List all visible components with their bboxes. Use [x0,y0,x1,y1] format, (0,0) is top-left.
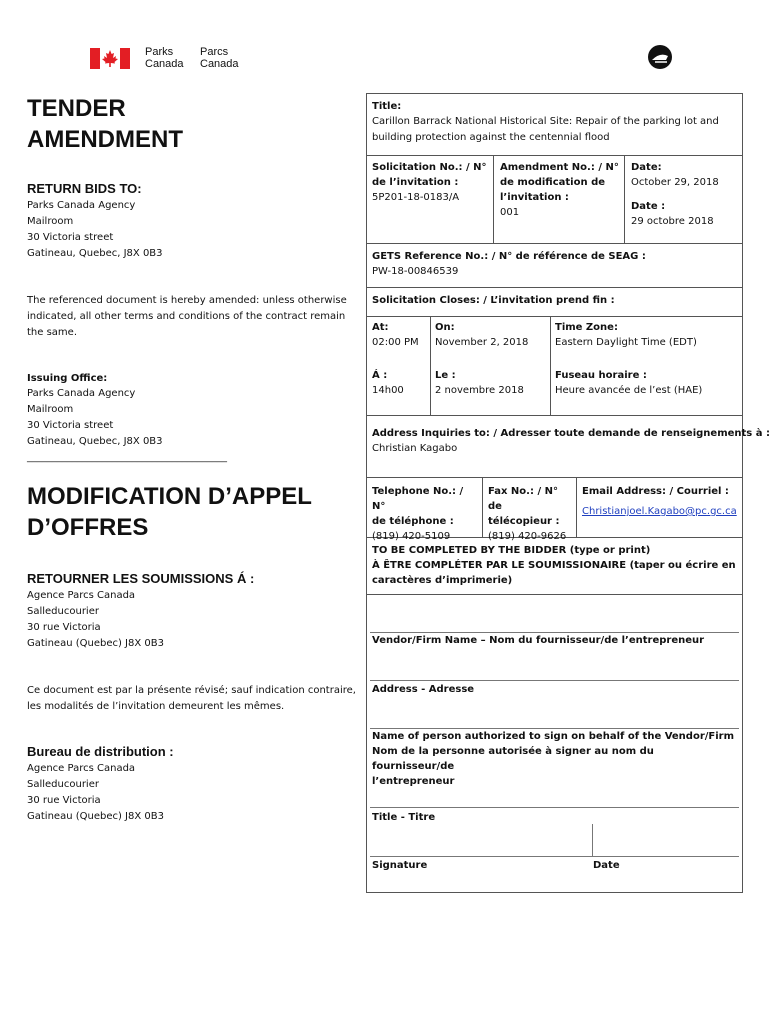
signature-line[interactable] [370,856,739,857]
issuing-office-address: Parks Canada Agency Mailroom 30 Victoria street Gatineau, Quebec, J8X 0B3 [27,388,163,447]
a-value: 14h00 [372,385,404,396]
bidder-instructions: TO BE COMPLETED BY THE BIDDER (type or print) À ÊTRE COMPLÉTER PAR LE SOUMISSIONAIRE (taper ou écrire en caractères d’imprimerie) [372,545,736,586]
at-value: 02:00 PM [372,337,419,348]
a-cell [372,368,404,399]
le-label: Le : [435,370,456,381]
date-value-en: October 29, 2018 [631,177,719,188]
telephone-value: (819) 420-5109 [372,531,451,542]
telephone-cell [372,484,480,545]
gets-cell [372,249,737,280]
modification-title: MODIFICATION D’APPEL D’OFFRES [27,483,312,541]
at-cell [372,320,419,351]
amendment-cell [500,160,622,221]
authorized-name-label: Name of person authorized to sign on behalf of the Vendor/Firm Nom de la personne autorisée à signer au nom du fournisseur/de l’entrepreneur [372,731,735,787]
address-label: Address - Adresse [372,684,475,695]
issuing-office [27,371,357,466]
bureau-address: Agence Parcs Canada Salleducourier 30 rue Victoria Gatineau (Quebec) J8X 0B3 [27,763,164,822]
fax-value: (819) 420-9626 [488,531,567,542]
title-titre-label: Title - Titre [372,812,436,823]
fuseau-cell [555,368,702,399]
on-cell [435,320,528,351]
solicitation-label: Solicitation No.: / N° de l’invitation : [372,162,487,188]
timezone-value: Eastern Daylight Time (EDT) [555,337,697,348]
fax-label: Fax No.: / N° de télécopieur : [488,486,560,527]
email-cell [582,484,742,520]
canada-flag-icon [90,48,130,69]
brand-en: Parks Canada [145,46,184,70]
title-label: Title: [372,101,402,112]
inquiries-label: Address Inquiries to: / Adresser toute demande de renseignements à : [372,428,770,439]
retourner-address: Agence Parcs Canada Salleducourier 30 rue Victoria Gatineau (Quebec) J8X 0B3 [27,590,164,649]
fuseau-label: Fuseau horaire : [555,370,647,381]
email-label: Email Address: / Courriel : [582,486,729,497]
signature-label: Signature [372,860,428,871]
date-label-fr: Date : [631,200,666,212]
le-cell [435,368,524,399]
inquiries-value: Christian Kagabo [372,443,458,454]
telephone-label: Telephone No.: / N° de téléphone : [372,486,464,527]
at-label: At: [372,322,389,333]
inquiries-cell [372,426,770,457]
title-line[interactable] [370,807,739,808]
timezone-label: Time Zone: [555,322,618,333]
solicitation-value: 5P201-18-0183/A [372,192,460,203]
date-value-fr: 29 octobre 2018 [631,215,714,227]
on-label: On: [435,322,455,333]
brand-fr: Parcs Canada [200,46,239,70]
return-bids-en [27,180,357,262]
amendment-notice-en: The referenced document is hereby amended: unless otherwise indicated, all other terms and conditions of the contract remain the same. [27,295,347,338]
amendment-label: Amendment No.: / N° de modification de l’invitation : [500,162,619,203]
email-link[interactable]: Christianjoel.Kagabo@pc.gc.ca [582,506,737,517]
date-label-en: Date: [631,162,662,173]
return-bids-fr [27,570,357,652]
retourner-label: RETOURNER LES SOUMISSIONS Á : [27,571,255,586]
fuseau-value: Heure avancée de l’est (HAE) [555,385,703,396]
bureau-label: Bureau de distribution : [27,744,174,759]
fax-cell [488,484,574,545]
a-label: Á : [372,370,388,381]
separator-rule: ________________________________________ [27,452,227,463]
bureau-distribution [27,743,357,825]
amendment-value: 001 [500,207,520,218]
header [90,47,240,71]
solicitation-cell [372,160,490,206]
issuing-office-label: Issuing Office: [27,373,108,384]
on-value: November 2, 2018 [435,337,529,348]
title-value: Carillon Barrack National Historical Site: Repair of the parking lot and building protection against the centennial flood [372,116,719,143]
gets-value: PW-18-00846539 [372,266,459,277]
return-bids-label: RETURN BIDS TO: [27,181,142,196]
date-cell [631,160,739,229]
return-bids-address: Parks Canada Agency Mailroom 30 Victoria street Gatineau, Quebec, J8X 0B3 [27,200,163,259]
tender-amendment-title: TENDER AMENDMENT [27,95,183,153]
vendor-name-label: Vendor/Firm Name – Nom du fournisseur/de l’entrepreneur [372,635,705,646]
address-line[interactable] [370,680,739,681]
timezone-cell [555,320,697,351]
title-cell [372,99,737,145]
closes-label: Solicitation Closes: / L’invitation prend fin : [372,295,615,306]
signature-date-label: Date [593,860,620,871]
gets-label: GETS Reference No.: / N° de référence de SEAG : [372,251,646,262]
beaver-logo-icon [646,43,674,71]
amendment-notice-fr: Ce document est par la présente révisé; sauf indication contraire, les modalités de l’invitation demeurent les mêmes. [27,685,356,712]
le-value: 2 novembre 2018 [435,385,524,396]
